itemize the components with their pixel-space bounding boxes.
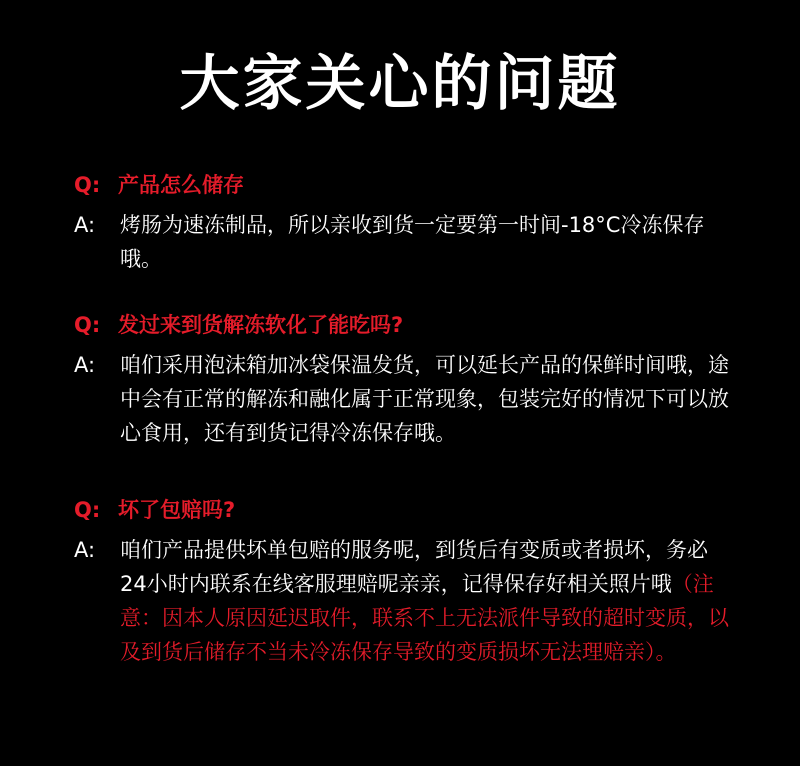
answer-body: 咱们采用泡沫箱加冰袋保温发货，可以延长产品的保鲜时间哦，途中会有正常的解冻和融化属于正常现象，包装完好的情况下可以放心食用，还有到货记得冷冻保存哦。 [120,353,729,445]
answer-row [74,208,734,276]
question-prefix: Q: [74,313,101,337]
answer-text [120,208,734,276]
page-title: 大家关心的问题 [179,49,621,119]
answer-body: 烤肠为速冻制品，所以亲收到货一定要第一时间-18°C冷冻保存哦。 [120,213,705,271]
question-prefix: Q: [74,173,101,197]
question-row [74,310,734,340]
faq-item-compensation [74,495,734,669]
answer-body: 咱们产品提供坏单包赔的服务呢，到货后有变质或者损坏，务必24小时内联系在线客服理赔呢亲亲，记得保存好相关照片哦 [120,538,708,596]
faq-item-thaw [74,310,734,450]
answer-row [74,348,734,450]
answer-prefix: A: [74,538,96,562]
answer-prefix: A: [74,353,96,377]
answer-prefix: A: [74,213,96,237]
question-row [74,170,734,200]
question-text: 发过来到货解冻软化了能吃吗? [118,313,404,337]
question-row [74,495,734,525]
answer-row [74,533,734,669]
faq-item-storage [74,170,734,276]
answer-text [120,533,734,669]
question-prefix: Q: [74,498,101,522]
question-text: 产品怎么储存 [118,173,244,197]
answer-text [120,348,734,450]
question-text: 坏了包赔吗? [118,498,236,522]
answer-note: （注意：因本人原因延迟取件，联系不上无法派件导致的超时变质，以及到货后储存不当未冷冻保存导致的变质损坏无法理赔亲）。 [120,572,729,664]
